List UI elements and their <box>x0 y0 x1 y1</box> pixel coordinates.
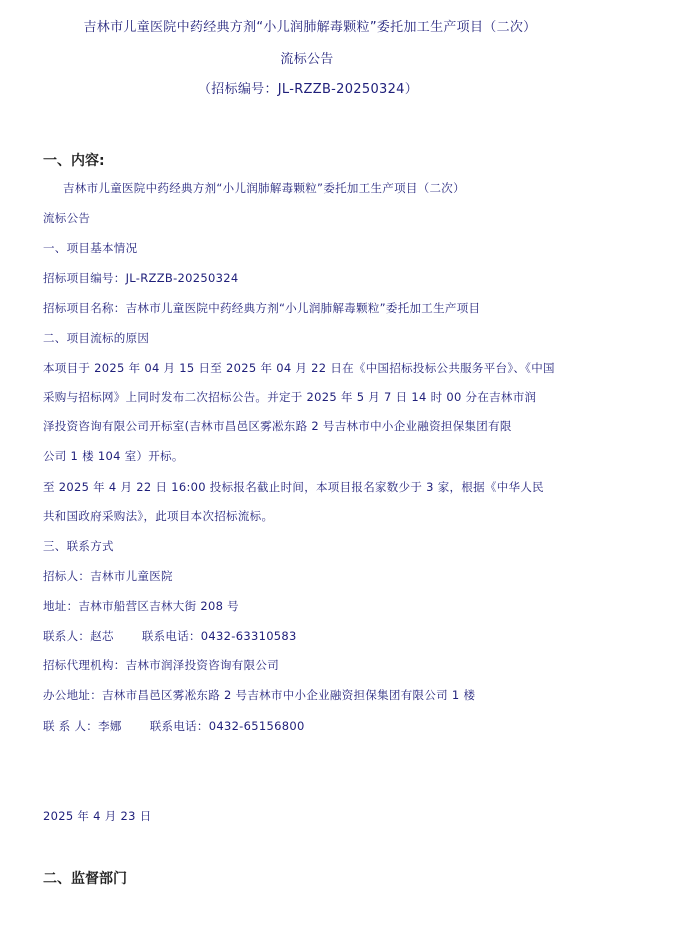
section-heading-content: 一、内容: <box>43 153 105 169</box>
announcement-subtitle: 流标公告 <box>280 52 334 67</box>
announcement-title: 吉林市儿童医院中药经典方剂“小儿润肺解毒颗粒”委托加工生产项目（二次） <box>83 20 537 35</box>
reason-paragraph-line: 采购与招标网》上同时发布二次招标公告。并定于 2025 年 5 月 7 日 14 时 00 分在吉林市润 <box>43 390 537 404</box>
agency-name: 招标代理机构：吉林市润泽投资咨询有限公司 <box>43 658 279 672</box>
content-project-title: 吉林市儿童医院中药经典方剂“小儿润肺解毒颗粒”委托加工生产项目（二次） <box>63 181 465 195</box>
contact-person: 联 系 人：李娜 <box>43 719 122 733</box>
project-name: 招标项目名称：吉林市儿童医院中药经典方剂“小儿润肺解毒颗粒”委托加工生产项目 <box>43 301 481 315</box>
reason-paragraph-line: 公司 1 楼 104 室）开标。 <box>43 449 184 463</box>
announcement-date: 2025 年 4 月 23 日 <box>43 809 152 823</box>
deadline-paragraph-line: 共和国政府采购法》，此项目本次招标流标。 <box>43 509 274 523</box>
deadline-paragraph-line: 至 2025 年 4 月 22 日 16:00 投标报名截止时间，本项目报名家数少于 3 家，根据《中华人民 <box>43 480 544 494</box>
reason-paragraph-line: 本项目于 2025 年 04 月 15 日至 2025 年 04 月 22 日在《中国招标投标公共服务平台》、《中国 <box>43 361 555 375</box>
contact-person: 联系人：赵芯 <box>43 629 114 643</box>
reason-paragraph-line: 泽投资咨询有限公司开标室(吉林市昌邑区雾凇东路 2 号吉林市中小企业融资担保集团有限 <box>43 419 512 433</box>
tenderer-address: 地址：吉林市船营区吉林大街 208 号 <box>43 599 239 613</box>
subheading-basic-info: 一、项目基本情况 <box>43 241 138 255</box>
subheading-contact: 三、联系方式 <box>43 539 114 553</box>
tender-number: （招标编号：JL-RZZB-20250324） <box>197 82 419 97</box>
section-heading-supervision: 二、监督部门 <box>43 871 127 887</box>
project-number: 招标项目编号：JL-RZZB-20250324 <box>43 271 239 285</box>
agency-contact-row <box>43 718 305 734</box>
contact-phone: 联系电话：0432-65156800 <box>149 719 305 733</box>
tenderer: 招标人：吉林市儿童医院 <box>43 569 173 583</box>
content-notice-type: 流标公告 <box>43 211 91 225</box>
subheading-failure-reason: 二、项目流标的原因 <box>43 331 150 345</box>
contact-phone: 联系电话：0432-63310583 <box>141 629 297 643</box>
tenderer-contact-row <box>43 628 297 644</box>
agency-address: 办公地址：吉林市昌邑区雾凇东路 2 号吉林市中小企业融资担保集团有限公司 1 楼 <box>43 688 476 702</box>
